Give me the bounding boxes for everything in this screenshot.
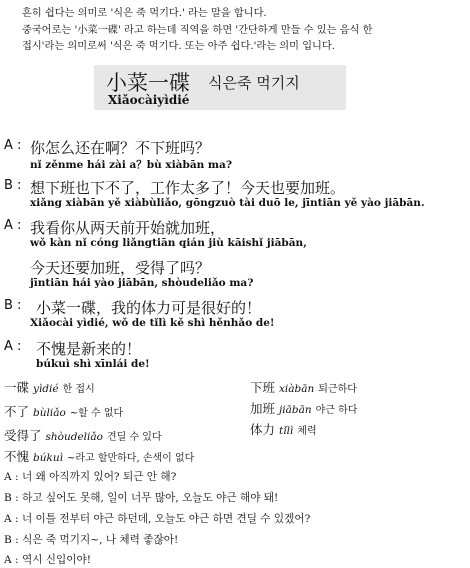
translation-line: A : 너 이틀 전부터 야근 하던데, 오늘도 야근 하면 견딜 수 있겠어?	[4, 513, 311, 525]
speaker-label: A :	[4, 339, 22, 354]
vocab-chinese: 体力	[250, 422, 276, 437]
chinese-sentence-2: 今天还要加班，受得了吗？	[30, 259, 211, 277]
title-box	[94, 65, 346, 110]
vocab-item	[250, 420, 317, 438]
title-pinyin: Xiǎocàiyìdié	[108, 93, 190, 107]
chinese-sentence: 小菜一碟，我的体力可是很好的！	[36, 299, 262, 317]
speaker-label: A :	[4, 218, 22, 233]
chinese-sentence: 想下班也下不了，工作太多了！今天也要加班。	[30, 179, 346, 197]
vocab-item	[250, 399, 357, 417]
vocab-meaning: 퇴근하다	[318, 384, 357, 395]
vocab-meaning: 한 접시	[62, 384, 95, 395]
vocab-pinyin: bùliǎo	[33, 407, 66, 419]
vocab-pinyin: búkuì	[33, 452, 63, 464]
title-korean: 식은죽 먹기지	[208, 74, 300, 92]
vocab-chinese: 不愧	[4, 449, 30, 464]
vocab-chinese: 加班	[250, 401, 276, 416]
vocab-pinyin: xiàbān	[279, 383, 315, 395]
translation-line: A : 너 왜 아직까지 있어? 퇴근 안 해?	[4, 471, 177, 483]
vocab-meaning: 체력	[297, 426, 317, 437]
pinyin-sentence-2: jīntiān hái yào jiābān, shòudeliǎo ma?	[30, 277, 254, 289]
vocab-item	[4, 447, 194, 465]
vocab-chinese: 受得了	[4, 428, 42, 443]
vocab-pinyin: tǐlì	[279, 425, 294, 437]
vocab-meaning: 견딜 수 있다	[106, 432, 162, 443]
vocab-item	[4, 426, 162, 444]
chinese-sentence: 你怎么还在啊？不下班吗？	[30, 139, 211, 157]
translation-line: B : 식은 죽 먹기지~, 나 체력 좋잖아!	[4, 534, 179, 546]
speaker-label: B :	[4, 298, 22, 313]
vocab-item	[4, 378, 95, 396]
chinese-sentence: 不愧是新来的！	[36, 340, 142, 358]
translation-line: B : 하고 싶어도 못해, 일이 너무 많아, 오늘도 야근 해야 돼!	[4, 492, 279, 504]
intro-line: 접시'라는 의미로써 '식은 죽 먹기다. 또는 아주 쉽다.'라는 의미 입니다.	[22, 41, 335, 52]
pinyin-sentence: nǐ zěnme hái zài a？bù xiàbān ma?	[30, 159, 232, 171]
vocab-chinese: 不了	[4, 404, 30, 419]
vocab-meaning: 야근 하다	[315, 405, 358, 416]
speaker-label: B :	[4, 178, 22, 193]
vocab-item	[250, 378, 357, 396]
vocab-chinese: 下班	[250, 380, 276, 395]
title-chinese: 小菜一碟	[106, 71, 190, 95]
vocab-pinyin: shòudeliǎo	[45, 431, 103, 443]
vocab-meaning: ~라고 할만하다, 손색이 없다	[66, 453, 195, 464]
pinyin-sentence: Xiǎocài yìdié, wǒ de tǐlì kě shì hěnhǎo de!	[30, 317, 275, 329]
pinyin-sentence: búkuì shì xīnlái de!	[36, 358, 150, 370]
vocab-item	[4, 402, 123, 420]
speaker-label: A :	[4, 138, 22, 153]
vocab-pinyin: yìdié	[33, 383, 59, 395]
chinese-sentence: 我看你从两天前开始就加班，	[30, 219, 226, 237]
intro-line: 중국어로는 '小菜一碟' 라고 하는데 직역을 하면 '간단하게 만들 수 있는 음식 한	[22, 24, 373, 36]
intro-text	[22, 6, 466, 56]
intro-line: 흔히 쉽다는 의미로 '식은 죽 먹기다.' 라는 말을 합니다.	[22, 8, 267, 19]
vocab-meaning: ~할 수 없다	[69, 408, 124, 419]
pinyin-sentence: wǒ kàn nǐ cóng liǎngtiān qián jiù kāishǐ jiābān,	[30, 237, 307, 249]
translation-line: A : 역시 신입이야!	[4, 554, 91, 566]
vocab-chinese: 一碟	[4, 380, 30, 395]
pinyin-sentence: xiǎng xiàbān yě xiàbùliǎo, gōngzuò tài duō le, jīntiān yě yào jiābān.	[30, 197, 425, 209]
vocab-pinyin: jiābān	[279, 404, 312, 416]
